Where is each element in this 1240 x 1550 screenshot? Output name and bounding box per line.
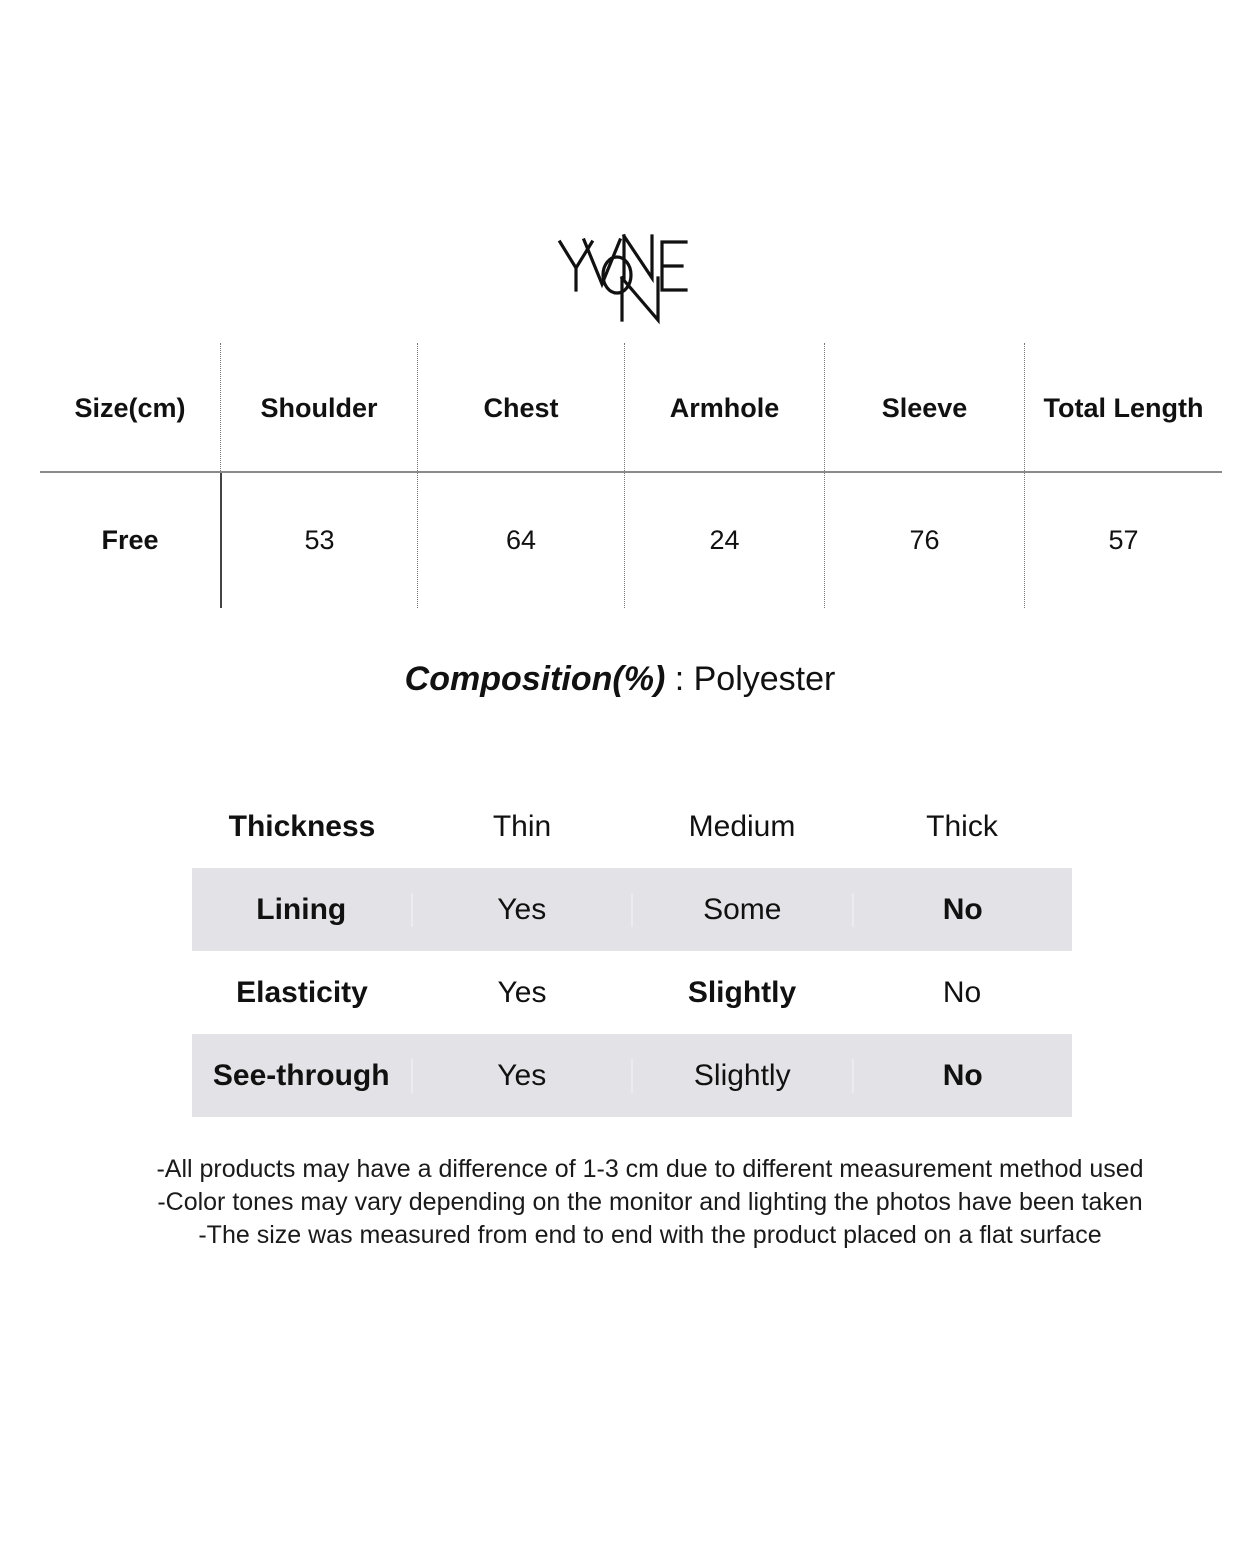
brand-logo — [540, 220, 720, 330]
fabric-row-label: Lining — [256, 892, 347, 926]
table-row — [40, 473, 1222, 608]
fabric-option: Yes — [497, 975, 547, 1009]
composition-label: Composition(%) — [404, 660, 666, 698]
header-total-length: Total Length — [1024, 343, 1222, 471]
value-sleeve: 76 — [824, 473, 1024, 608]
fabric-option: Yes — [411, 1059, 632, 1093]
fabric-row-see-through — [192, 1034, 1072, 1117]
fabric-option-selected: Slightly — [687, 975, 797, 1009]
fabric-row-thickness — [192, 785, 1072, 868]
note-line: -All products may have a difference of 1-3 cm due to different measurement method used — [156, 1155, 1144, 1183]
note-line: -Color tones may vary depending on the monitor and lighting the photos have been taken — [157, 1188, 1143, 1216]
fabric-option: Slightly — [631, 1059, 852, 1093]
fabric-option: No — [942, 975, 982, 1009]
header-size: Size(cm) — [74, 392, 186, 423]
fabric-option: Yes — [411, 893, 632, 927]
size-notes — [0, 1153, 1240, 1252]
header-armhole: Armhole — [624, 343, 824, 471]
fabric-option: Some — [631, 893, 852, 927]
value-armhole: 24 — [624, 473, 824, 608]
size-free: Free — [101, 525, 159, 555]
value-chest: 64 — [417, 473, 624, 608]
header-chest: Chest — [417, 343, 624, 471]
composition-line — [0, 660, 1240, 699]
fabric-row-elasticity — [192, 951, 1072, 1034]
value-shoulder: 53 — [220, 473, 417, 608]
fabric-table — [192, 785, 1072, 1117]
value-total-length: 57 — [1024, 473, 1222, 608]
size-table-header — [40, 343, 1222, 473]
fabric-option: Medium — [688, 809, 796, 843]
fabric-row-lining — [192, 868, 1072, 951]
fabric-option: Thin — [492, 809, 552, 843]
composition-separator: : — [665, 660, 694, 698]
fabric-row-label: See-through — [212, 1058, 390, 1092]
fabric-row-label: Thickness — [228, 809, 376, 843]
size-table — [40, 343, 1222, 608]
fabric-row-label: Elasticity — [236, 975, 368, 1009]
fabric-option-selected: No — [852, 893, 1073, 927]
fabric-option: Thick — [926, 809, 998, 843]
fabric-option-selected: No — [852, 1059, 1073, 1093]
header-shoulder: Shoulder — [220, 343, 417, 471]
composition-value: Polyester — [693, 660, 836, 698]
header-sleeve: Sleeve — [824, 343, 1024, 471]
note-line: -The size was measured from end to end with the product placed on a flat surface — [198, 1221, 1102, 1249]
